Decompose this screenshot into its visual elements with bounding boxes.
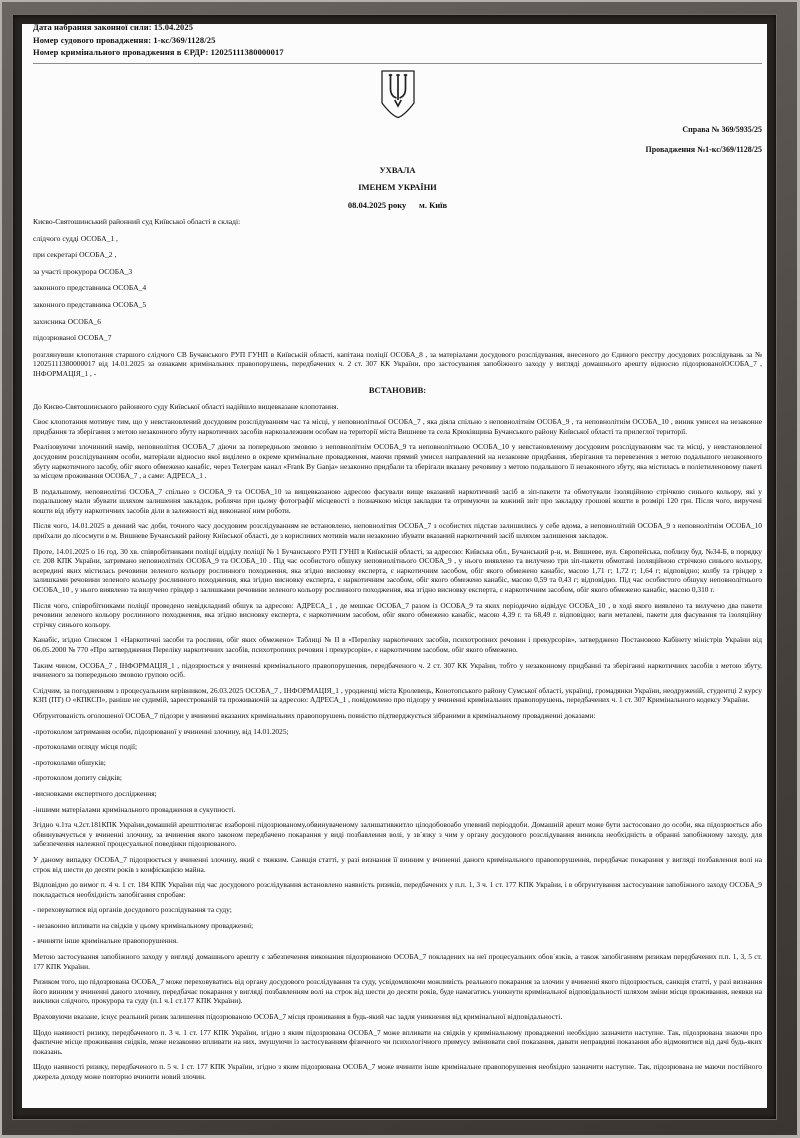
document-paragraph: Проте, 14.01.2025 о 16 год. 30 хв. співробітниками поліції відділу поліції № 1 Бучанського РУП ГУНП в Київській області, за адресою: Київська обл., Бучанський р-н, м. Вишневе, вул. Європейська, поблизу буд. №34-Б, в порядку ст. 208 КПК України, затримано неповнолітніх ОСОБА_9 та ОСОБА_10 . Під час особистого обшуку неповнолітнього ОСОБА_9 , у нього виявлено та вилучено три зіп-пакети обмотані ізоляційною стрічкою синього кольору, всередині яких містилась речовини зеленого кольору рослинного походження, яка згідно висновку експерта, є наркотичним засобом, обіг якого обмежено канабіс, масою 1,71 г; 1,72 г; 1,64 г; відповідно; колбу та гріндер з залишками речовини зеленого кольору рослинного походження, яка згідно висновку експерта, є наркотичним засобом, обіг якого обмежено канабіс, масою 0,59 та 0,43 г; відповідно. Під час особистого обшуку неповнолітнього ОСОБА_10 , у нього виявлено та вилучено гріндер з залишками речовини зеленого кольору рослинного походження, яка згідно висновку експерта, є наркотичним засобом, обіг якого обмежено канабіс, масою 0,310 г.	[33, 546, 762, 595]
case-reference: Справа № 369/5935/25	[682, 124, 762, 134]
document-paragraph: -протоколом допиту свідків;	[33, 773, 122, 783]
court-panel-line: при секретарі ОСОБА_2 ,	[33, 250, 117, 260]
court-panel-block	[33, 217, 762, 343]
court-panel-line: Києво-Святошинський районний суд Київської області в складі:	[33, 217, 241, 226]
document-paragraph: Слідчим, за погодженням з процесуальним керівником, 26.03.2025 ОСОБА_7 , ІНФОРМАЦІЯ_1 , уродженці міста Кролевець, Конотопського району Сумської області, українці, громадянки України, неодруженій, студентці 2 курсу КЗП (ПТ) О «КПКСП», раніше не судимій, зареєстрованій та проживаючій за адресою: АДРЕСА_1 , повідомлено про підозру у вчиненні кримінальних правопорушень, передбачених ч. 1 ст. 307 Кримінального кодексу України.	[33, 685, 762, 705]
ruling-date-place: 08.04.2025 року м. Київ	[347, 199, 448, 210]
court-panel-line: за участі прокурора ОСОБА_3	[33, 266, 133, 276]
document-paragraph: Метою застосування запобіжного заходу у вигляді домашнього арешту є забезпечення виконання підозрюваною ОСОБА_7 покладених на неї процесуальних обов`язків, а також запобіганням ризикам передбачених п.п. 1, 3, 5 ст. 177 КПК України.	[33, 952, 762, 971]
document-paragraph: Таким чином, ОСОБА_7 , ІНФОРМАЦІЯ_1 , підозрюється у вчиненні кримінального правопорушення, передбаченого ч. 2 ст. 307 КК України, тобто у незаконному придбанні та зберіганні наркотичних засобів з метою збуту, вчиненого за попередньою змовою групою осіб.	[33, 660, 762, 680]
ukraine-trident-emblem-icon	[380, 69, 416, 119]
document-paragraph: Щодо наявності ризику, передбаченого п. 3 ч. 1 ст. 177 КПК України, згідно з яким підозрювана ОСОБА_7 може впливати на свідків у кримінальному провадженні необхідно зазначити наступне. Так, підозрювана знаючи про фактичне місце проживання свідків, може незаконно впливати на них, змушуючи із застосуванням фізичного чи психологічного примусу змінювати свої показання, давати неправдиві показання або відмовитися від дачі будь-яких показань.	[33, 1027, 762, 1056]
document-paragraph: До Києво-Святошинського районного суду Київської області надійшло вищевказане клопотання.	[33, 401, 339, 411]
document-paragraph: -висновками експертного дослідження;	[33, 788, 157, 798]
case-reference: Провадження №1-кс/369/1128/25	[645, 144, 762, 154]
court-panel-line: законного представника ОСОБА_4	[33, 283, 147, 293]
document-paragraph: В подальшому, неповнолітні ОСОБА_7 спільно з ОСОБА_9 та ОСОБА_10 за вищевказаною адресою фасували вище вказаний наркотичний засіб в зіп-пакети та обмотували ізоляційною стрічкою синього кольору, які у подальшому мали збувати шляхом залишення закладок, роблячи при цьому фотографії місцевості з позначкою місця закладки та отримуючи за кожний звіт про закладку грошові кошти в розмірі 120 грн. Після чого, виручені кошти від збуту наркотичних засобів діли в залежності від виконаної ним роботи.	[33, 486, 762, 515]
court-panel-line: слідчого судді ОСОБА_1 ,	[33, 233, 118, 243]
document-paragraph: Обґрунтованість оголошеної ОСОБА_7 підозри у вчиненні вказаних кримінальних правопорушень повністю підтверджується зібраними в кримінальному провадженні доказами:	[33, 710, 596, 720]
ruling-body	[33, 402, 762, 1082]
document-paragraph: Канабіс, згідно Списком 1 «Наркотичні засоби та рослини, обіг яких обмежено» Таблиці № ІІ в «Переліку наркотичних засобів, психотропних речовин і прекурсорів», затверджено Постановою Кабінету міністрів України від 06.05.2000 № 770 «Про затвердження Переліку наркотичних засобів, психотропних речовин і прекурсорів», є наркотичним засобом, обіг якого обмежено.	[33, 635, 762, 654]
document-paragraph: -протоколами обшуків;	[33, 757, 106, 767]
preamble-paragraph: розглянувши клопотання старшого слідчого СВ Бучанського РУП ГУНП в Київській області, капітана поліції ОСОБА_8 , за матеріалами досудового розслідування, внесеного до Єдиного реєстру досудових розслідувань за № 12025111380000017 від 14.01.2025 за ознаками кримінальних правопорушень, передбачених ч. 2 ст. 307 КК України, про застосування запобіжного заходу у вигляді домашнього арешту відносно підозрюваноїОСОБА_7 , ІНФОРМАЦІЯ_1 , -	[33, 349, 762, 378]
document-paragraph: Після чого, співробітниками поліції проведено невідкладний обшук за адресою: АДРЕСА_1 , де мешкає ОСОБА_7 разом із ОСОБА_9 та яких періодично відвідує ОСОБА_10 , в ході якого виявлено та вилучено два пакети речовини зеленого кольору рослинного походження, яка згідно висновку експерта, є наркотичним засобом, обіг якого обмежено канабіс, масою 4,39 г. та 68,49 г. відповідно; ваги металеві, пакети для фасування та ізоляційну стрічку синього кольору.	[33, 600, 762, 629]
document-paragraph: Ризиком того, що підозрювана ОСОБА_7 може переховуватись від органу досудового розслідування та суду, усвідомлюючи можливість реального покарання за злочин у вчиненні якого підозрюється, санкція статті, у разі визнання його винним у вчиненні даного злочину, передбачає покарання у вигляді позбавленням волі на строк від шести до десяти років, буде намагатись уникнути кримінальної відповідальності шляхом зміни місця проживання, неявки на виклики слідчого, прокурора та суду (п.1 ч.1 ст.177 КПК України).	[33, 977, 762, 1006]
court-panel-line: законного представника ОСОБА_5	[33, 299, 147, 309]
document-paragraph: -протоколом затримання особи, підозрюваної у вчиненні злочину, від 14.01.2025;	[33, 726, 289, 736]
document-paragraph: -протоколами огляду місця події;	[33, 742, 138, 752]
case-reference-block	[33, 125, 762, 154]
title-block	[33, 165, 762, 210]
document-paragraph: - незаконно впливати на свідків у цьому кримінальному провадженні;	[33, 920, 254, 930]
document-paragraph: Відповідно до вимог п. 4 ч. 1 ст. 184 КПК України під час досудового розслідування встановлено наявність ризиків, передбачених у п.п. 1, 3 ч. 1 ст. 177 КПК України, і в обґрунтування застосування запобіжного заходу ОСОБА_9 покладається необхідність запобігання спробам:	[33, 880, 762, 899]
section-heading: ВСТАНОВИВ:	[368, 384, 427, 395]
meta-line: Номер кримінального провадження в ЄРДР: 12025111380000017	[33, 47, 284, 57]
document-meta-block	[33, 24, 762, 59]
document-paragraph: Після чого, 14.01.2025 в денний час доби, точного часу досудовим розслідуванням не встановлено, неповнолітня ОСОБА_7 з особистих підстав залишились у себе вдома, а неповнолітній ОСОБА_9 з неповнолітнім ОСОБА_10 приїхали до лісосмуги в м. Вишневе Бучанський району Київської області, де з корисливих мотивів мали незаконно збувати вказаний наркотичний засіб шляхом залишення закладок.	[33, 521, 762, 541]
document-paragraph: -іншими матеріалами кримінального провадження в сукупності.	[33, 804, 236, 814]
document-content	[22, 24, 767, 1096]
court-ruling-document	[22, 24, 767, 1108]
document-paragraph: Враховуючи вказане, існує реальний ризик залишення підозрюваною ОСОБА_7 місця проживання в будь-який час задля уникнення від кримінальної відповідальності.	[33, 1012, 563, 1022]
document-paragraph: Реалізовуючи злочинний намір, неповнолітня ОСОБА_7 діючи за попередньою змовою з неповнолітнім ОСОБА_9 та неповнолітньою ОСОБА_10 у невстановленому досудовим розслідуванням час та місці, у невстановленої досудовим розслідуванням особи, матеріали відносно якої виділено в окреме кримінальне провадження, маючи прямий умисел направлений на незаконне придбання, зберігання та перевезення з метою подальшого незаконного збуту наркотичного засобу, обіг якого обмежено канабіс, через Телеграм канал «Frank By Ganja» незаконно придбали та зберігали вказану речовину з метою подальшого її незаконного збуту, яка містилась в поліетиленовому пакеті за місцем проживання ОСОБА_7 , а саме: АДРЕСА_1 .	[33, 442, 762, 481]
court-panel-line: захисника ОСОБА_6	[33, 316, 102, 326]
document-paragraph: Своє клопотання мотивує тим, що у невстановлений досудовим розслідуванням час та місці, у неповнолітньої ОСОБА_7 , яка діяла спільно з неповнолітнім ОСОБА_9 , та неповнолітнім ОСОБА_10 , виник умисел на незаконне придбання та зберігання з метою незаконного збуту наркотичних засобів наркозалежним особам на території міста Вишневе та села Крюківщина Бучанського району Київської області та прилеглої території.	[33, 417, 762, 436]
header-divider	[33, 63, 762, 64]
document-paragraph: - вчиняти інше кримінальне правопорушення.	[33, 936, 178, 946]
meta-line: Дата набрання законної сили: 15.04.2025	[33, 24, 194, 32]
emblem-row	[33, 69, 762, 124]
document-paragraph: Згідно ч.1та ч.2ст.181КПК України,домашній арештполягає взабороні підозрюваному,обвинуваченому залишативжитло цілодобовоабо упевний періоддоби. Домашній арешт може бути застосовано до особи, яка підозрюється або обвинувачується у вчиненні злочину, за вчинення якого законом передбачено покарання у виді позбавлення волі, у зв`язку з чим у органу досудового розслідування виникла необхідність в обранні запобіжному заходу, для забезпечення належної процесуальної поведінки підозрюваного.	[33, 820, 762, 849]
ruling-subtitle: ІМЕНЕМ УКРАЇНИ	[358, 182, 437, 192]
court-panel-line: підозрюваної ОСОБА_7	[33, 333, 112, 343]
ruling-title: УХВАЛА	[379, 164, 416, 175]
document-paragraph: Щодо наявності ризику, передбаченого п. 5 ч. 1 ст. 177 КПК України, згідно з яким підозрювана ОСОБА_7 може вчинити інше кримінальне правопорушення необхідно зазначити наступне. Так, підозрювана не маючи постійного джерела доходу може повторно вчинити новий злочин.	[33, 1062, 762, 1081]
meta-line: Номер судового провадження: 1-кс/369/1128/25	[33, 34, 216, 45]
document-paragraph: У даному випадку ОСОБА_7 підозрюється у вчиненні злочину, який є тяжким. Санкція статті, у разі визнання її винним у вчиненні даного кримінального правопорушення, передбачає покарання у вигляді позбавлення волі на строк від шести до десяти років з конфіскацією майна.	[33, 854, 762, 874]
document-paragraph: - переховуватися від органів досудового розслідування та суду;	[33, 905, 232, 915]
